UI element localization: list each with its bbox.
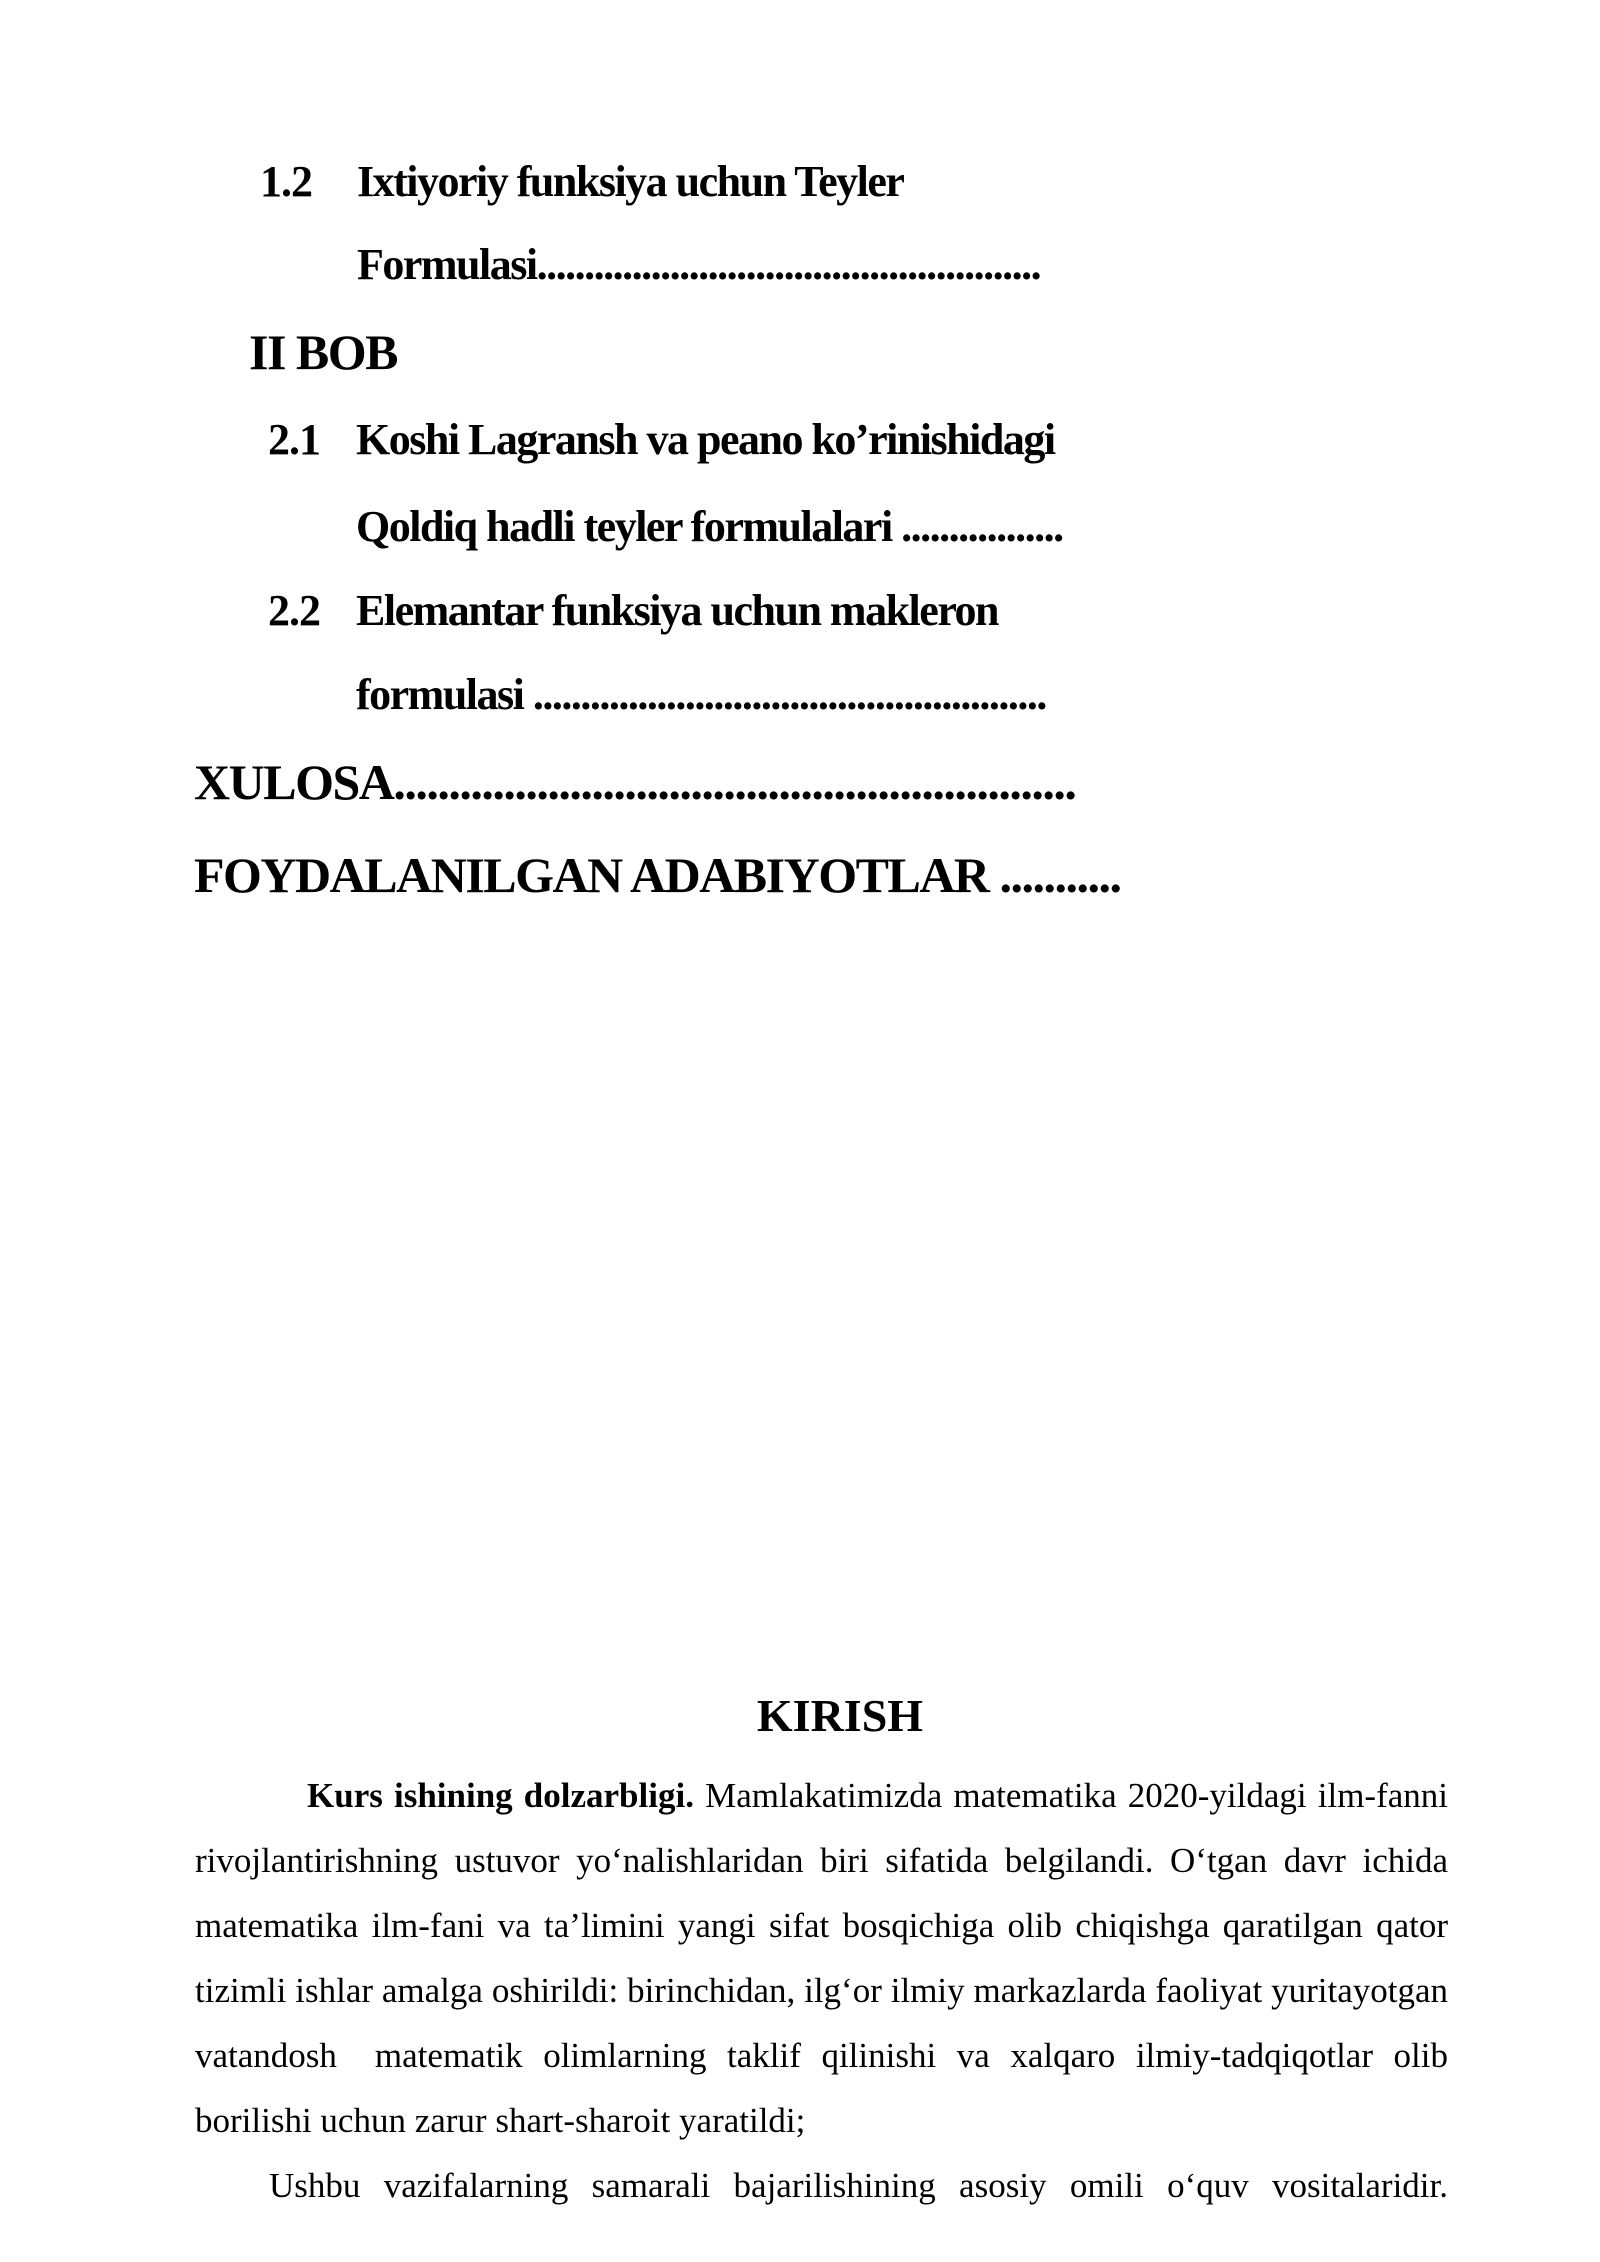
intro-paragraph [195, 2153, 1448, 2218]
paragraph-lead: Kurs ishining dolzarbligi. [307, 1776, 694, 1815]
toc-item-title[interactable]: Ixtiyoriy funksiya uchun Teyler [357, 157, 904, 206]
paragraph-text: Mamlakatimizda matematika 2020-yildagi ilm-fanni rivojlantirishning ustuvor yo‘nalishlaridan biri sifatida belgilandi. O‘tgan davr ichida matematika ilm-fani va ta’limini yangi sifat bosqichiga olib chiqishga qaratilgan qator tizimli ishlar amalga oshirildi: birinchidan, ilg‘or ilmiy markazlarda faoliyat yuritayotgan vatandosh [195, 1776, 1448, 2075]
toc-item-title[interactable]: Koshi Lagransh va peano ko’rinishidagi [356, 415, 1055, 464]
toc-item-number: 2.2 [268, 586, 320, 635]
toc-item-title[interactable]: Elemantar funksiya uchun makleron [356, 586, 999, 635]
toc-item-number: 1.2 [260, 157, 312, 206]
toc-item-title-continued[interactable]: Formulasi..................................................... [357, 240, 1041, 289]
paragraph-text: Ushbu vazifalarning samarali bajarilishining asosiy omili o‘quv vositalaridir. [269, 2166, 1448, 2205]
toc-references[interactable]: FOYDALANILGAN ADABIYOTLAR ........... [194, 847, 1121, 903]
toc-item-title-continued[interactable]: Qoldiq hadli teyler formulalari ................. [356, 502, 1063, 551]
toc-chapter-heading[interactable]: II BOB [249, 324, 398, 380]
toc-conclusion[interactable]: XULOSA.............................................................. [194, 754, 1076, 810]
toc-item-title-continued[interactable]: formulasi ...................................................... [356, 670, 1046, 719]
section-title-introduction: KIRISH [756, 1690, 924, 1741]
intro-paragraph [195, 1763, 1448, 2153]
toc-item-number: 2.1 [268, 415, 320, 464]
paragraph-text-continued: matematik olimlarning taklif qilinishi va xalqaro ilmiy-tadqiqotlar olib borilishi uchun zarur shart-sharoit yaratildi; [195, 2036, 1448, 2140]
